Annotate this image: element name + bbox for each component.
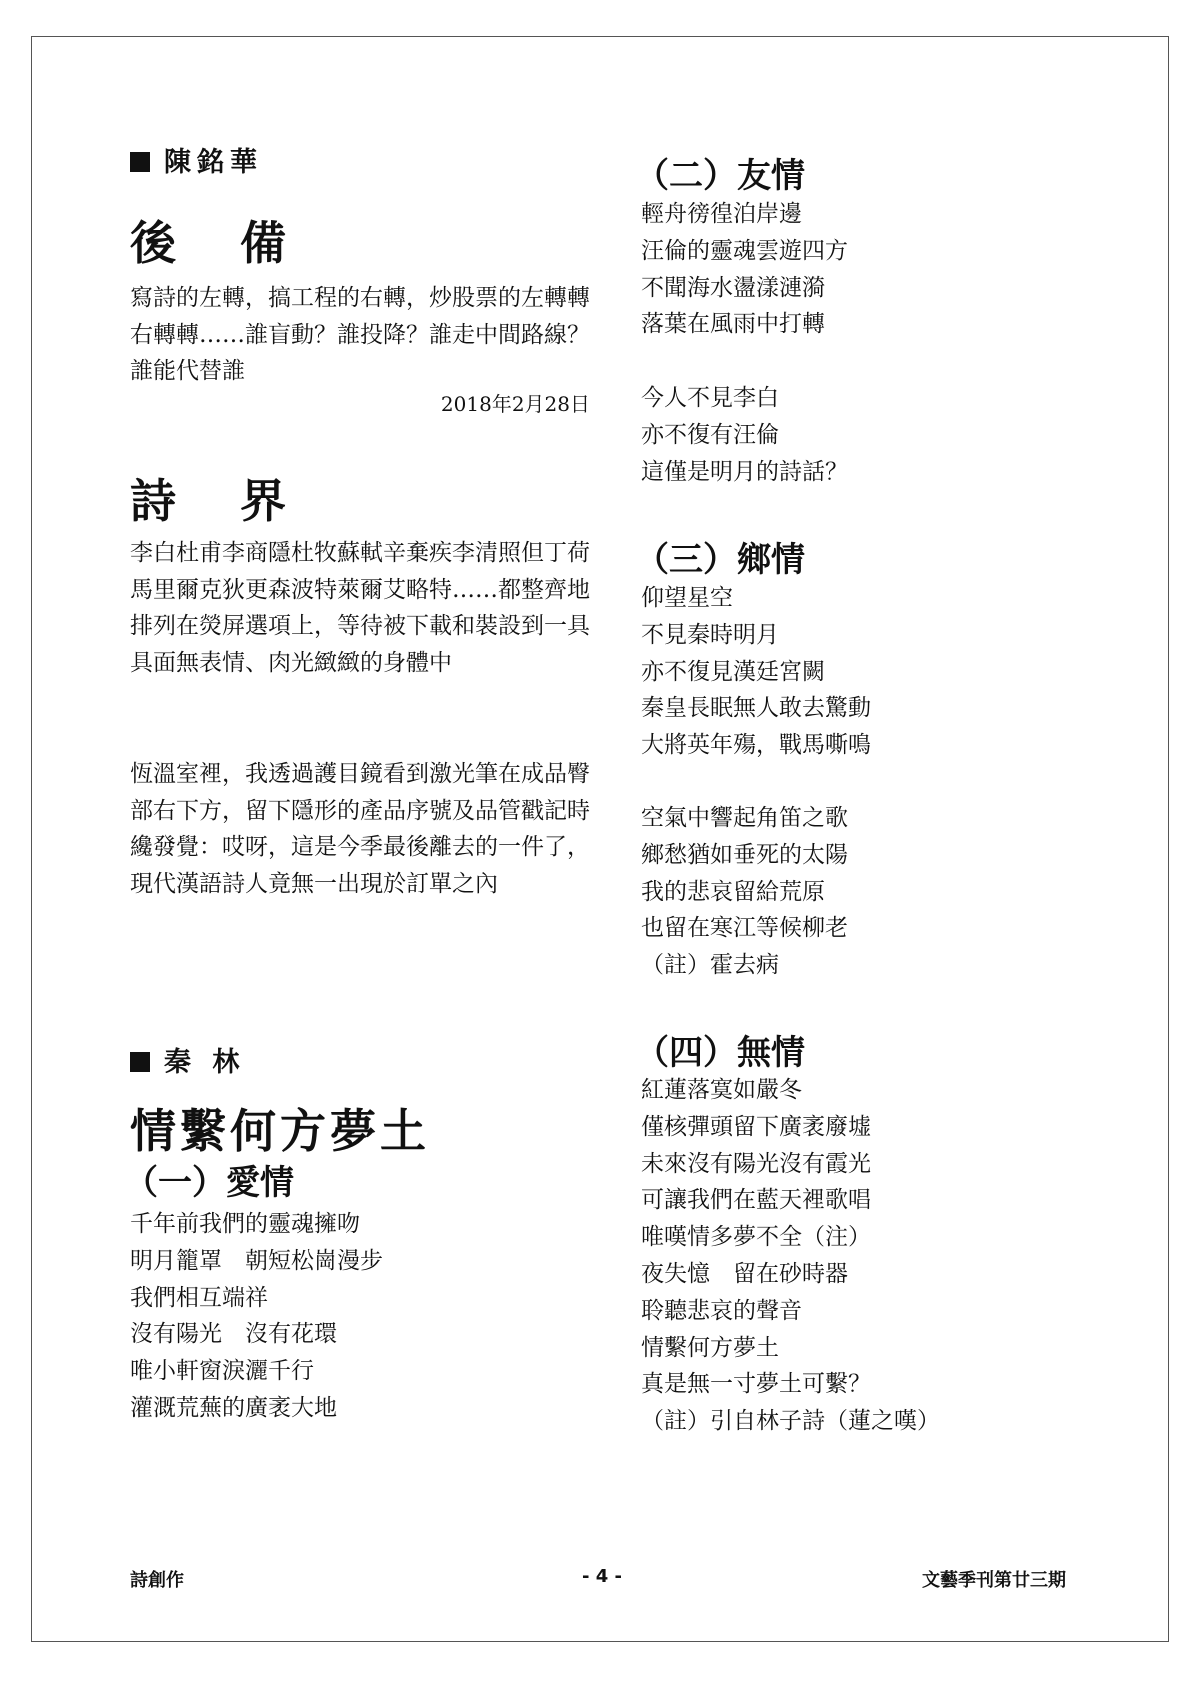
poem-line: 亦不復有汪倫: [641, 421, 779, 448]
section-heading-youqing: （二）友情: [635, 156, 805, 196]
poem-line: 情繫何方夢土: [641, 1334, 779, 1361]
poem-line: 也留在寒江等候柳老: [641, 915, 848, 942]
poem-date: 2018年2月28日: [440, 392, 590, 416]
poem-line: 灌溉荒蕪的廣袤大地: [130, 1394, 337, 1421]
poem-line: 大將英年殤，戰馬嘶鳴: [641, 732, 871, 759]
poem-body-shijie-2: 恆溫室裡，我透過護目鏡看到激光筆在成品臀部右下方，留下隱形的產品序號及品管戳記時纔發覺：哎呀，這是今季最後離去的一件了，現代漢語詩人竟無一出現於訂單之內: [130, 761, 590, 897]
poem-line: 真是無一寸夢土可繫？: [641, 1371, 871, 1398]
section-heading-xiangqing: （三）鄉情: [635, 540, 805, 580]
poem-line: 我的悲哀留給荒原: [641, 878, 825, 905]
poem-line: 輕舟徬徨泊岸邊: [641, 201, 802, 227]
poem-line: 今人不見李白: [641, 385, 779, 411]
stanza-wuqing: [641, 1072, 940, 1440]
poem-line: 這僅是明月的詩話？: [641, 458, 848, 485]
section-heading-wuqing: （四）無情: [635, 1033, 805, 1073]
poem-line: 未來沒有陽光沒有霞光: [641, 1150, 871, 1177]
poem-line: （註）霍去病: [641, 952, 779, 979]
poem-line: 唯小軒窗淚灑千行: [130, 1358, 314, 1385]
poem-line: 汪倫的靈魂雲遊四方: [641, 237, 848, 264]
poem-line: 我們相互端祥: [130, 1284, 268, 1311]
poem-line: 沒有陽光 沒有花環: [130, 1321, 337, 1348]
footer-section-name: 詩創作: [130, 1570, 184, 1591]
poem-line: 不聞海水盪漾漣漪: [641, 274, 825, 301]
poem-body-houbei: 寫詩的左轉，搞工程的右轉，炒股票的左轉轉右轉轉……誰盲動？誰投降？誰走中間路線？誰能代替誰: [130, 285, 590, 384]
poem-title-houbei: 後 備: [130, 216, 311, 270]
stanza-youqing-b: [641, 380, 848, 490]
poem-line: 明月籠罩 朝短松崗漫步: [130, 1247, 383, 1274]
stanza-youqing-a: [641, 196, 848, 343]
poem-body-shijie-1: 李白杜甫李商隱杜牧蘇軾辛棄疾李清照但丁荷馬里爾克狄更森波特萊爾艾略特……都整齊地排列在熒屏選項上，等待被下載和裝設到一具具面無表情、肉光緻緻的身體中: [130, 540, 590, 676]
poem-line: 唯嘆情多夢不全（注）: [641, 1224, 871, 1251]
author-heading-1: 陳銘華: [130, 140, 263, 179]
stanza-aiqing: [130, 1206, 383, 1427]
poem-line: 可讓我們在藍天裡歌唱: [641, 1187, 871, 1214]
poem-line: 聆聽悲哀的聲音: [641, 1297, 802, 1324]
poem-line: 落葉在風雨中打轉: [641, 311, 825, 338]
poem-line: 秦皇長眠無人敢去驚動: [641, 695, 871, 722]
square-bullet-icon: [130, 1052, 150, 1072]
poem-line: （註）引自林子詩（蓮之嘆）: [641, 1408, 940, 1435]
poem-line: 鄉愁猶如垂死的太陽: [641, 841, 848, 868]
poem-line: 亦不復見漢廷宮闕: [641, 658, 825, 685]
footer-page-number: - 4 -: [582, 1566, 622, 1587]
poem-line: 仰望星空: [641, 585, 733, 611]
poem-title-qingxi: 情繫何方夢土: [130, 1104, 430, 1158]
section-heading-aiqing: （一）愛情: [124, 1163, 294, 1203]
poem-line: 不見秦時明月: [641, 621, 779, 648]
stanza-xiangqing-b: [641, 800, 848, 984]
poem-line: 千年前我們的靈魂擁吻: [130, 1211, 360, 1237]
poem-line: 僅核彈頭留下廣袤廢墟: [641, 1113, 871, 1140]
poem-title-shijie: 詩 界: [130, 474, 311, 528]
footer-journal-title: 文藝季刊第廿三期: [922, 1570, 1066, 1591]
poem-line: 紅蓮落寞如嚴冬: [641, 1077, 802, 1103]
stanza-xiangqing-a: [641, 580, 871, 764]
poem-line: 空氣中響起角笛之歌: [641, 805, 848, 831]
poem-line: 夜失憶 留在砂時器: [641, 1260, 848, 1287]
author-heading-2: 秦 林: [130, 1040, 245, 1079]
square-bullet-icon: [130, 152, 150, 172]
